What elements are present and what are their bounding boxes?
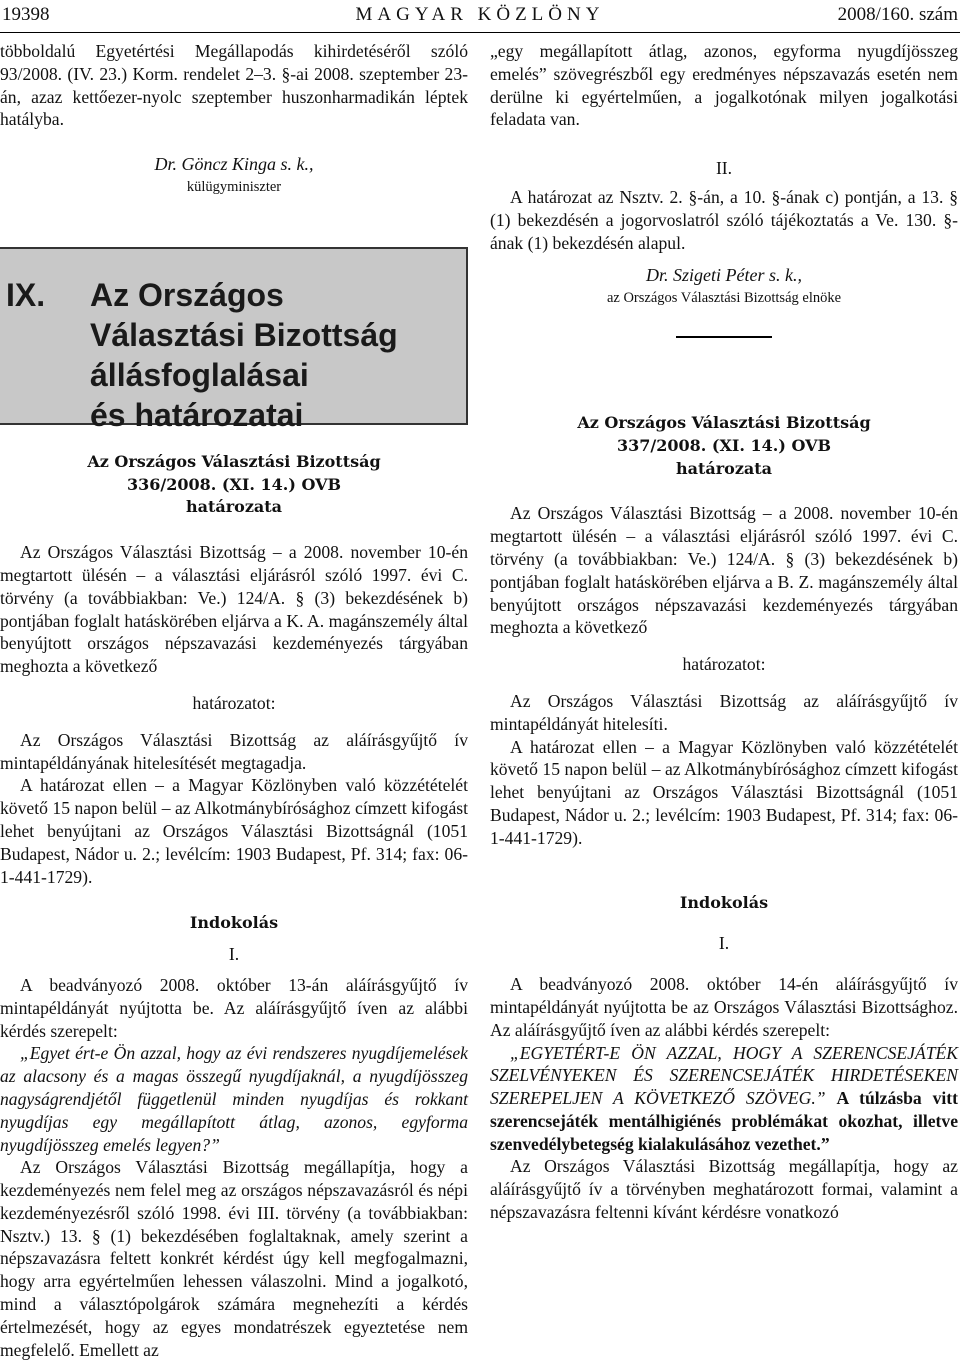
paragraph: Az Országos Választási Bizottság megállapítja, hogy a kezdeményezés nem felel meg az országos népszavazásról és népi kezdeményezésről szóló 1998. évi III. törvény (a továbbiakban: Nsztv.) 13. § (1) bekezdésében foglaltaknak, amely szerint a népszavazásra feltett konkrét kérdést úgy kell megfogalmazni, hogy arra egyértelműen lehessen válaszolni. Mind a jogalkotó, mind a választópolgárok számára megnehezíti a kérdés értelmezését, hogy az egyes mondatrészek egyeztetése nem megfelelő. Emellett az	[0, 1157, 468, 1360]
paragraph: A határozat ellen – a Magyar Közlönyben való közzétételét követő 15 napon belül – az Alkotmánybírósághoz címzett kifogást lehet benyújtani az Országos Választási Bizottságnál (1051 Budapest, Nádor u. 2.; levélcím: 1903 Budapest, Pf. 314; fax: 06-1-441-1729).	[490, 736, 958, 848]
paragraph: A határozat ellen – a Magyar Közlönyben való közzétételét követő 15 napon belül – az Alkotmánybírósághoz címzett kifogást lehet benyújtani az Országos Választási Bizottságnál (1051 Budapest, Nádor u. 2.; levélcím: 1903 Budapest, Pf. 314; fax: 06-1-441-1729).	[0, 775, 468, 887]
section-title-line3: állásfoglalásai	[90, 356, 309, 393]
reasoning-heading: Indokolás	[679, 892, 769, 912]
resolution-label: határozata	[185, 497, 283, 517]
roman-numeral: I.	[718, 933, 730, 954]
section-title-line4: és határozatai	[90, 396, 304, 433]
decision-label: határozatot:	[682, 654, 766, 675]
resolution-label: határozata	[675, 458, 773, 478]
signature-role: az Országos Választási Bizottság elnöke	[606, 290, 842, 307]
paragraph-continuation: „egy megállapított átlag, azonos, egyforma nyugdíjösszeg emelés” szövegrészből egy eredményes népszavazás esetén nem derülne ki egyértelműen, a jogalkotónak milyen jogalkotási feladata van.	[490, 41, 958, 130]
section-title-line2: Választási Bizottság	[90, 316, 398, 353]
journal-title: MAGYAR KÖZLÖNY	[355, 4, 605, 25]
roman-numeral: II.	[715, 158, 733, 179]
signature-name: Dr. Szigeti Péter s. k.,	[646, 265, 802, 286]
question-text-bold: A túlzásba vitt szerencsejáték mentálhigiénés problémákat okozhat, illetve szenvedélybetegség kialakulásához vezethet.”	[490, 1088, 958, 1154]
signature-role: külügyminiszter	[186, 178, 282, 195]
signature-name: Dr. Göncz Kinga s. k.,	[154, 154, 314, 175]
reasoning-heading: Indokolás	[189, 913, 279, 933]
paragraph: Az Országos Választási Bizottság az aláírásgyűjtő ív mintapéldányát hitelesíti.	[490, 690, 958, 734]
paragraph: Az Országos Választási Bizottság – a 2008. november 10-én megtartott ülésén – a választási eljárásról szóló 1997. évi C. törvény (a továbbiakban: Ve.) 124/A. § (3) bekezdésének b) pontjában foglalt hatáskörében eljárva a K. A. magánszemély által benyújtott országos népszavazási kezdeményezés tárgyában meghozta a következő	[0, 542, 468, 677]
section-number: IX.	[6, 276, 46, 313]
decision-label: határozatot:	[192, 692, 276, 713]
page-header	[0, 0, 960, 33]
resolution-number: 337/2008. (XI. 14.) OVB	[616, 435, 832, 455]
paragraph: A beadványozó 2008. október 14-én aláírásgyűjtő ív mintapéldányát nyújtotta be az Országos Választási Bizottsághoz. Az aláírásgyűjtő íven az alábbi kérdés szerepelt:	[490, 974, 958, 1040]
right-column	[490, 40, 958, 1224]
resolution-number: 336/2008. (XI. 14.) OVB	[126, 474, 342, 494]
intro-paragraph: többoldalú Egyetértési Megállapodás kihirdetéséről szóló 93/2008. (IV. 23.) Korm. rendelet 2–3. §-ai 2008. szeptember 23-án, azaz kettőezer-nyolc szeptember huszonharmadikán léptek hatályba.	[0, 41, 468, 130]
paragraph: A beadványozó 2008. október 13-án aláírásgyűjtő ív mintapéldányát nyújtotta be. Az aláírásgyűjtő íven az alábbi kérdés szerepelt:	[0, 974, 468, 1041]
section-title-line1: Az Országos	[90, 276, 284, 313]
page-number: 19398	[2, 4, 50, 25]
question-text: „EGYETÉRT-E ÖN AZZAL, HOGY A SZERENCSEJÁTÉK SZELVÉNYEKEN ÉS SZERENCSEJÁTÉK HIRDETÉSEKEN SZEREPELJEN A KÖVETKEZŐ SZÖVEG.”	[490, 1042, 958, 1109]
resolution-body: Az Országos Választási Bizottság	[577, 412, 871, 432]
paragraph: Az Országos Választási Bizottság megállapítja, hogy az aláírásgyűjtő ív a törvényben meghatározott formai, valamint a népszavazásra feltenni kívánt kérdésre vonatkozó	[490, 1156, 958, 1223]
resolution-title-336	[0, 451, 468, 519]
resolution-body: Az Országos Választási Bizottság	[87, 451, 381, 471]
paragraph: Az Országos Választási Bizottság az aláírásgyűjtő ív mintapéldányának hitelesítését megtagadja.	[0, 729, 468, 773]
paragraph: A határozat az Nsztv. 2. §-án, a 10. §-ának c) pontján, a 13. § (1) bekezdésén a jogorvoslatról szóló tájékoztatás a Ve. 130. §-ának (1) bekezdésén alapul.	[490, 186, 958, 253]
section-heading-box	[0, 247, 468, 433]
question-text: „Egyet ért-e Ön azzal, hogy az évi rendszeres nyugdíjemelések az alacsony és a magas összegű nyugdíjaknál, a nyugdíjösszeg nagyságrendjétől függetlenül minden nyugdíjas és rokkant nyugdíjas egy megállapított átlag, azonos, egyforma nyugdíjösszeg emelés legyen?”	[0, 1043, 468, 1155]
paragraph: Az Országos Választási Bizottság – a 2008. november 10-én megtartott ülésén – a választási eljárásról szóló 1997. évi C. törvény (a továbbiakban: Ve.) 124/A. § (3) bekezdésének b) pontjában foglalt hatáskörében eljárva a B. Z. magánszemély által benyújtott országos népszavazási kezdeményezés tárgyában meghozta a következő	[490, 503, 958, 638]
issue-number: 2008/160. szám	[837, 4, 958, 25]
resolution-title-337	[490, 412, 958, 480]
left-column	[0, 40, 468, 1361]
question-paragraph	[490, 1042, 958, 1156]
roman-numeral: I.	[228, 944, 240, 965]
